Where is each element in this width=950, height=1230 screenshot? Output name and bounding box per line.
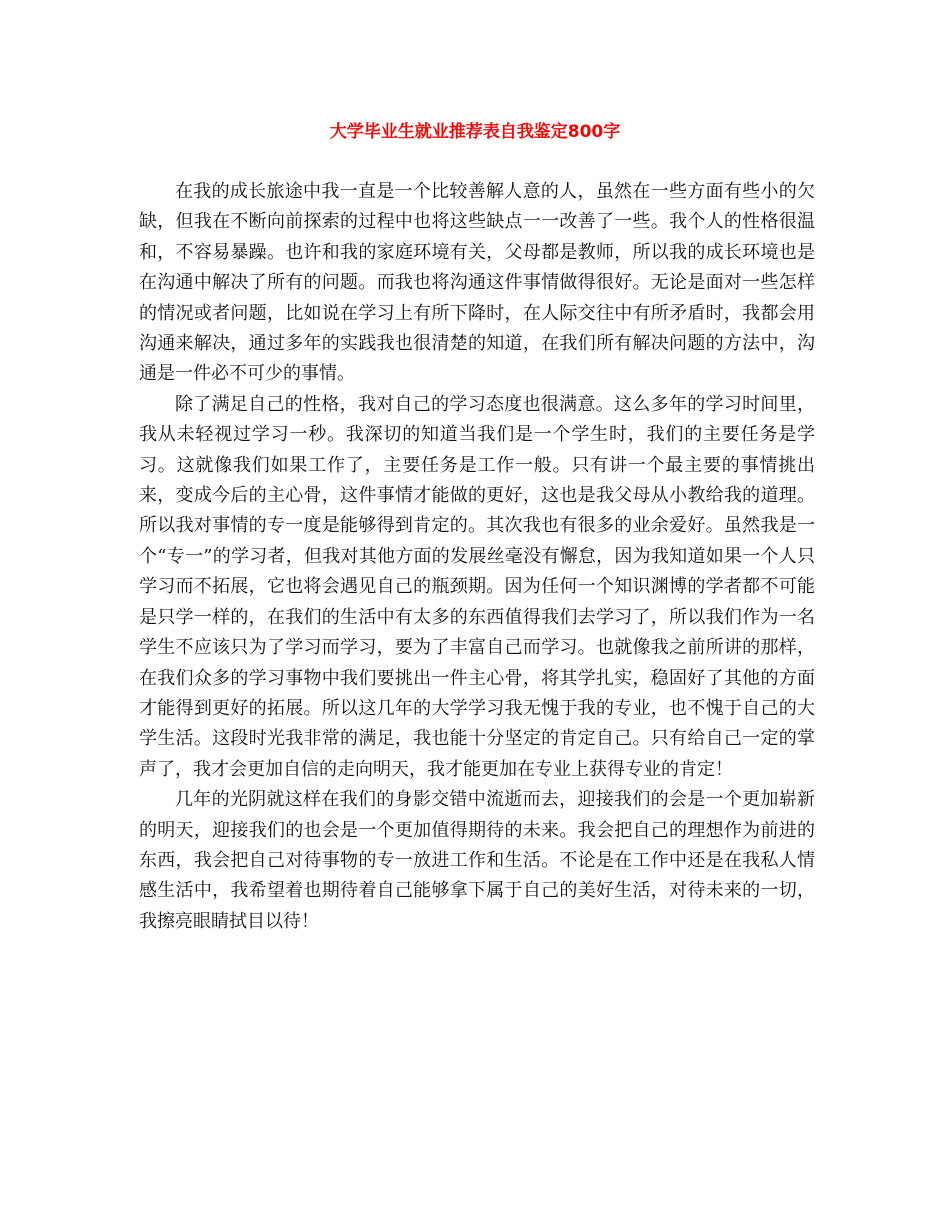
document-title: 大学毕业生就业推荐表自我鉴定800字: [329, 122, 621, 142]
paragraph-2: 除了满足自己的性格，我对自己的学习态度也很满意。这么多年的学习时间里，我从未轻视过学习一秒。我深切的知道当我们是一个学生时，我们的主要任务是学习。这就像我们如果工作了，主要任务是工作一般。只有讲一个最主要的事情挑出来，变成今后的主心骨，这件事情才能做的更好，这也是我父母从小教给我的道理。所以我对事情的专一度是能够得到肯定的。其次我也有很多的业余爱好。虽然我是一个“专一”的学习者，但我对其他方面的发展丝毫没有懈怠，因为我知道如果一个人只学习而不拓展，它也将会遇见自己的瓶颈期。因为任何一个知识渊博的学者都不可能是只学一样的，在我们的生活中有太多的东西值得我们去学习了，所以我们作为一名学生不应该只为了学习而学习，要为了丰富自己而学习。也就像我之前所讲的那样，在我们众多的学习事物中我们要挑出一件主心骨，将其学扎实，稳固好了其他的方面才能得到更好的拓展。所以这几年的大学学习我无愧于我的专业，也不愧于自己的大学生活。这段时光我非常的满足，我也能十分坚定的肯定自己。只有给自己一定的掌声了，我才会更加自信的走向明天，我才能更加在专业上获得专业的肯定！: [139, 393, 815, 780]
paragraph-3: 几年的光阴就这样在我们的身影交错中流逝而去，迎接我们的会是一个更加崭新的明天，迎接我们的也会是一个更加值得期待的未来。我会把自己的理想作为前进的东西，我会把自己对待事物的专一放进工作和生活。不论是在工作中还是在我私人情感生活中，我希望着也期待着自己能够拿下属于自己的美好生活，对待未来的一切，我擦亮眼睛拭目以待！: [139, 789, 815, 932]
document-body: [139, 177, 815, 937]
paragraph-1: 在我的成长旅途中我一直是一个比较善解人意的人，虽然在一些方面有些小的欠缺，但我在不断向前探索的过程中也将这些缺点一一改善了一些。我个人的性格很温和，不容易暴躁。也许和我的家庭环境有关，父母都是教师，所以我的成长环境也是在沟通中解决了所有的问题。而我也将沟通这件事情做得很好。无论是面对一些怎样的情况或者问题，比如说在学习上有所下降时，在人际交往中有所矛盾时，我都会用沟通来解决，通过多年的实践我也很清楚的知道，在我们所有解决问题的方法中，沟通是一件必不可少的事情。: [139, 181, 815, 385]
